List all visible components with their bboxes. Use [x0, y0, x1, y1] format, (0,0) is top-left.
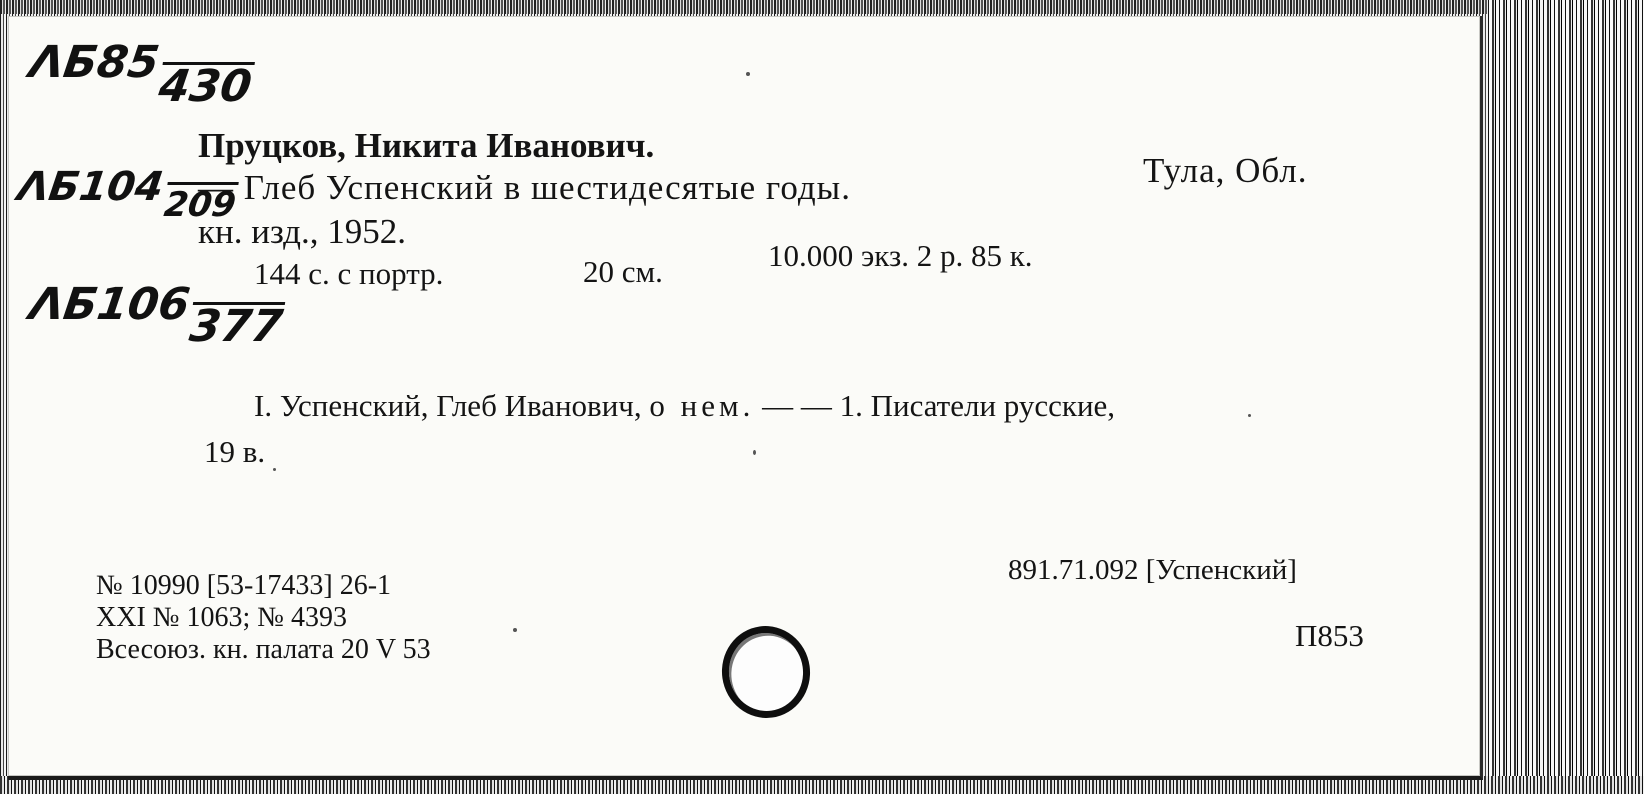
entry-title-line2: кн. изд., 1952.	[198, 212, 406, 251]
footer-series-number: XXI № 1063; № 4393	[96, 602, 347, 633]
subjects-line1-start: I. Успенский, Глеб Иванович,	[254, 388, 642, 423]
entry-physical-pages: 144 с. с портр.	[254, 256, 444, 291]
shelf-mark-3-sub: 377	[186, 301, 286, 352]
subjects-line2: 19 в.	[204, 434, 266, 469]
entry-author: Пруцков, Никита Иванович.	[198, 126, 655, 165]
shelf-mark-1-main: ΛБ85	[26, 37, 163, 88]
entry-physical-print: 10.000 экз. 2 р. 85 к.	[768, 238, 1033, 273]
subjects-line1-end: — — 1. Писатели русские,	[762, 388, 1116, 423]
entry-title-place: Тула, Обл.	[1143, 151, 1308, 190]
dust-speck	[273, 468, 276, 471]
shelf-mark-2-main: ΛБ104	[14, 164, 167, 210]
scan-edge-top	[0, 0, 1644, 14]
dust-speck	[746, 72, 750, 76]
shelf-mark-3	[26, 279, 289, 352]
footer-classification: 891.71.092 [Успенский]	[1008, 554, 1297, 586]
footer-author-mark: П853	[1295, 618, 1364, 653]
shelf-mark-3-main: ΛБ106	[26, 279, 193, 330]
shelf-mark-2-sub: 209	[162, 182, 239, 225]
shelf-mark-1-sub: 430	[155, 61, 255, 112]
dust-speck	[753, 450, 756, 455]
subjects-line1-onem: о нем.	[649, 388, 755, 423]
dust-speck	[1248, 414, 1251, 417]
dust-speck	[513, 628, 517, 632]
entry-physical-size: 20 см.	[583, 254, 663, 289]
shelf-mark-1	[26, 37, 258, 112]
scan-edge-right	[1488, 0, 1644, 794]
footer-record-number: № 10990 [53-17433] 26-1	[96, 570, 392, 601]
footer-chamber: Всесоюз. кн. палата 20 V 53	[96, 634, 431, 665]
entry-title-line1: — Глеб Успенский в шестидесятые годы.	[198, 168, 851, 207]
subjects-line1	[254, 388, 1115, 424]
